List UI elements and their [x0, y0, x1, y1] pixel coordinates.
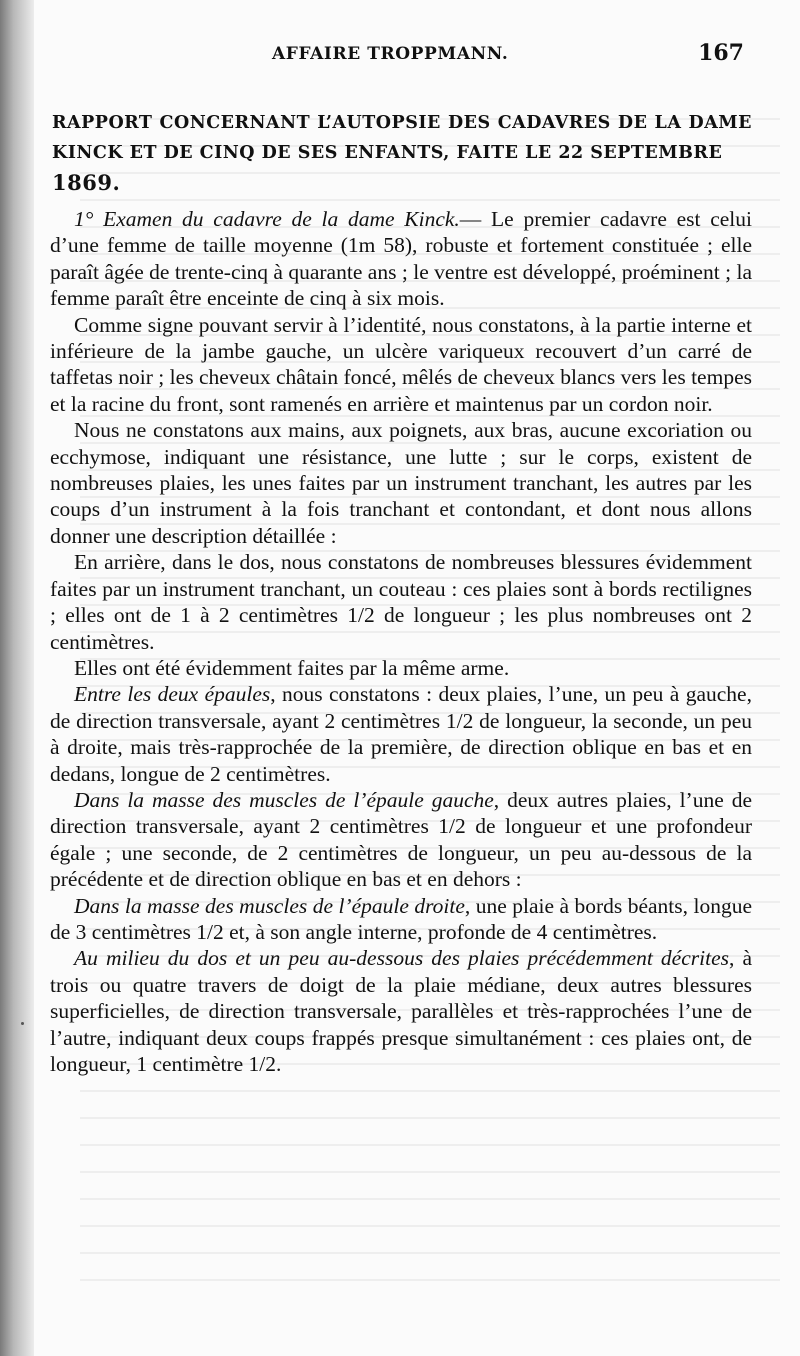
report-title-text: RAPPORT CONCERNANT L’AUTOPSIE DES CADAVRES DE LA DAME KINCK ET DE CINQ DE SES ENFANTS, FAITE LE 22 SEPTEMBRE	[52, 113, 752, 163]
paragraph-lead: Dans la masse des muscles de l’épaule gauche	[74, 787, 494, 812]
paragraph-lead: Au milieu du dos et un peu au-dessous des plaies précédemment décrites	[74, 946, 729, 971]
paragraph-text: Elles ont été évidemment faites par la même arme.	[74, 655, 510, 680]
paragraph-text: , à trois ou quatre travers de doigt de la plaie médiane, deux autres blessures superficielles, de direction transversale, parallèles et très-rapprochées l’une de l’autre, indiquant deux coups frappés presque simultanément : ces plaies ont, de longueur, 1 centimètre 1/2.	[50, 946, 752, 1076]
paragraph-text: En arrière, dans le dos, nous constatons de nombreuses blessures évidemment faites par un instrument tranchant, un couteau : ces plaies sont à bords rectilignes ; elles ont de 1 à 2 centimètres 1/2 de longueur ; les plus nombreuses ont 2 centimètres.	[50, 550, 752, 654]
paragraph-text: Comme signe pouvant servir à l’identité, nous constatons, à la partie interne et inférieure de la jambe gauche, un ulcère variqueux recouvert d’un carré de taffetas noir ; les cheveux châtain foncé, mêlés de cheveux blancs vers les tempes et la racine du front, sont ramenés en arrière et maintenus par un cordon noir.	[50, 312, 752, 416]
report-title	[52, 108, 752, 200]
body-text	[50, 206, 752, 1077]
report-year: 1869.	[52, 170, 121, 195]
paragraph	[50, 893, 752, 946]
paragraph-text: Nous ne constatons aux mains, aux poignets, aux bras, aucune excoriation ou ecchymose, indiquant une résistance, une lutte ; sur le corps, existent de nombreuses plaies, les unes faites par un instrument tranchant, les autres par les coups d’un instrument à la fois tranchant et contondant, et dont nous allons donner une description détaillée :	[50, 418, 752, 548]
paragraph	[50, 312, 752, 418]
page-number: 167	[698, 40, 744, 66]
running-title: AFFAIRE TROPPMANN.	[272, 44, 509, 64]
paragraph-text: , une plaie à bords béants, longue de 3 centimètres 1/2 et, à son angle interne, profonde de 4 centimètres.	[50, 893, 752, 944]
paragraph-lead: 1° Examen du cadavre de la dame Kinck.	[74, 207, 460, 231]
paragraph	[50, 787, 752, 893]
paragraph-text: , deux autres plaies, l’une de direction transversale, ayant 2 centimètres 1/2 de longueur et une profondeur égale ; une seconde, de 2 centimètres de longueur, un peu au-dessous de la précédente et de direction oblique en bas et en dehors :	[50, 787, 752, 892]
paragraph	[50, 681, 752, 787]
paragraph-text: , nous constatons : deux plaies, l’une, un peu à gauche, de direction transversale, ayant 2 centimètres 1/2 de longueur, la seconde, un peu à droite, mais très-rapprochée de la première, de direction oblique en bas et en dedans, longue de 2 centimètres.	[50, 682, 752, 786]
paragraph-lead: Entre les deux épaules	[74, 682, 271, 707]
paragraph	[50, 549, 752, 655]
paragraph-text: — Le premier cadavre est celui d’une femme de taille moyenne (1m 58), robuste et fortement constituée ; elle paraît âgée de trente-cinq à quarante ans ; le ventre est développé, proéminent ; la femme paraît être enceinte de cinq à six mois.	[50, 207, 752, 311]
paragraph	[50, 945, 752, 1077]
margin-speck	[21, 1022, 24, 1025]
page-gutter-shadow	[0, 0, 34, 1356]
paragraph	[50, 206, 752, 312]
paragraph-lead: Dans la masse des muscles de l’épaule droite	[74, 893, 465, 918]
paragraph	[50, 655, 752, 681]
paragraph	[50, 417, 752, 549]
